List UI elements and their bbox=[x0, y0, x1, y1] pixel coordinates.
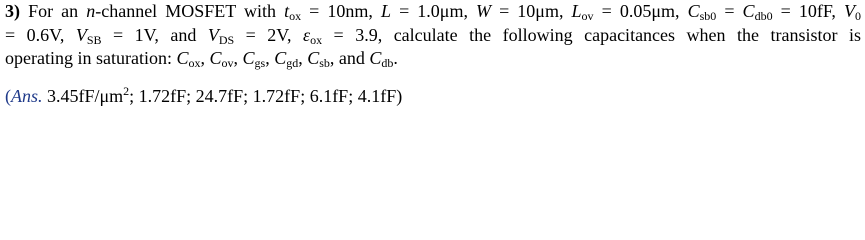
text: , and bbox=[329, 48, 370, 68]
text: , bbox=[298, 48, 308, 68]
subscript: SB bbox=[86, 32, 102, 47]
text: For an bbox=[28, 1, 87, 21]
var-Cdb: C bbox=[369, 48, 382, 68]
problem-line-3 bbox=[5, 47, 861, 71]
var-Cgd: C bbox=[274, 48, 287, 68]
subscript: ox bbox=[188, 56, 201, 70]
text: = 2V, bbox=[234, 24, 303, 45]
text: operating in saturation: bbox=[5, 48, 177, 68]
text: = bbox=[716, 1, 743, 21]
var-eps: ε bbox=[302, 24, 311, 45]
subscript: gs bbox=[254, 56, 266, 70]
subscript: ov bbox=[221, 56, 234, 70]
subscript: db0 bbox=[754, 9, 773, 23]
text: , bbox=[233, 48, 243, 68]
text: = 0.6V, bbox=[5, 24, 76, 45]
problem-line-1 bbox=[5, 0, 861, 24]
subscript: ov bbox=[581, 9, 594, 23]
var-Cgs: C bbox=[242, 48, 255, 68]
text: = 1V, and bbox=[101, 24, 208, 45]
var-VDS: V bbox=[207, 24, 219, 45]
text: = 10nm, bbox=[301, 1, 381, 21]
var-tox: t bbox=[284, 1, 290, 21]
problem-number: 3) bbox=[5, 1, 20, 21]
text: . bbox=[393, 48, 398, 68]
var-Csb: C bbox=[307, 48, 320, 68]
var-n: n bbox=[86, 1, 96, 21]
subscript: ox bbox=[310, 32, 323, 47]
var-Csb0: C bbox=[687, 1, 700, 21]
text: = 0.05μm, bbox=[593, 1, 688, 21]
text: = 10μm, bbox=[491, 1, 572, 21]
text: -channel MOSFET with bbox=[95, 1, 285, 21]
answer-open-paren: ( bbox=[5, 86, 11, 106]
answer-line bbox=[5, 85, 402, 109]
subscript: gd bbox=[286, 56, 299, 70]
page bbox=[0, 0, 865, 112]
text: , bbox=[265, 48, 275, 68]
var-V0: V bbox=[844, 1, 855, 21]
problem-line-2 bbox=[5, 24, 861, 48]
text: = 1.0μm, bbox=[391, 1, 477, 21]
text: = 3.9, calculate the following capacitances when the transistor is bbox=[322, 24, 861, 45]
var-Cov: C bbox=[209, 48, 222, 68]
var-VSB: V bbox=[75, 24, 87, 45]
text: , bbox=[200, 48, 210, 68]
answer-label: Ans. bbox=[11, 86, 43, 106]
answer-value: 3.45fF/μm bbox=[42, 86, 124, 106]
answer-values: ; 1.72fF; 24.7fF; 1.72fF; 6.1fF; 4.1fF) bbox=[129, 86, 403, 106]
var-Lov: L bbox=[571, 1, 582, 21]
subscript: sb0 bbox=[699, 9, 717, 23]
text: = 10fF, bbox=[772, 1, 844, 21]
var-Cdb0: C bbox=[742, 1, 755, 21]
var-W: W bbox=[476, 1, 492, 21]
subscript: sb bbox=[319, 56, 330, 70]
problem-statement bbox=[5, 0, 861, 71]
subscript: 0 bbox=[855, 9, 861, 23]
superscript: 2 bbox=[123, 84, 130, 98]
var-L: L bbox=[380, 1, 391, 21]
subscript: db bbox=[381, 56, 394, 70]
subscript: DS bbox=[218, 32, 235, 47]
var-Cox: C bbox=[176, 48, 189, 68]
subscript: ox bbox=[289, 9, 302, 23]
